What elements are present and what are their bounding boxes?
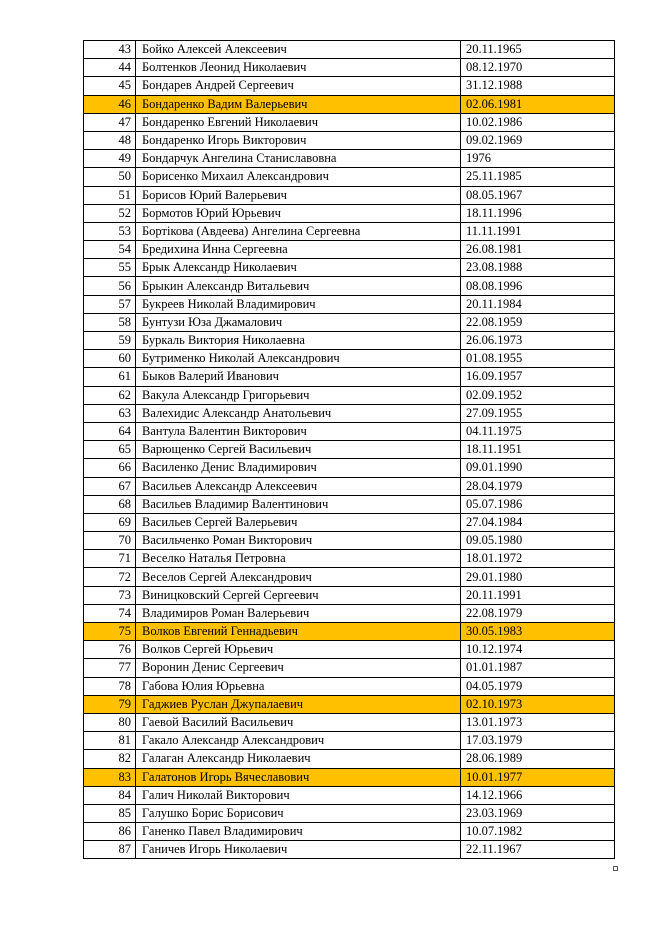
full-name-cell: Галушко Борис Борисович	[136, 804, 461, 822]
full-name-cell: Борисенко Михаил Александрович	[136, 168, 461, 186]
full-name-cell: Васильев Владимир Валентинович	[136, 495, 461, 513]
table-row	[84, 477, 615, 495]
birth-date-cell: 10.07.1982	[461, 823, 615, 841]
full-name-cell: Гаевой Василий Васильевич	[136, 713, 461, 731]
table-row	[84, 550, 615, 568]
full-name-cell: Брык Александр Николаевич	[136, 259, 461, 277]
full-name-cell: Бондарев Андрей Сергеевич	[136, 77, 461, 95]
full-name-cell: Борисов Юрий Валерьевич	[136, 186, 461, 204]
row-number-cell: 86	[84, 823, 136, 841]
full-name-cell: Виницковский Сергей Сергеевич	[136, 586, 461, 604]
row-number-cell: 51	[84, 186, 136, 204]
people-table	[83, 40, 615, 859]
table-row	[84, 823, 615, 841]
row-number-cell: 54	[84, 241, 136, 259]
row-number-cell: 58	[84, 313, 136, 331]
birth-date-cell: 10.02.1986	[461, 113, 615, 131]
table-row	[84, 604, 615, 622]
full-name-cell: Волков Евгений Геннадьевич	[136, 623, 461, 641]
table-row	[84, 168, 615, 186]
table-row	[84, 313, 615, 331]
birth-date-cell: 18.01.1972	[461, 550, 615, 568]
full-name-cell: Ганичев Игорь Николаевич	[136, 841, 461, 859]
table-row	[84, 241, 615, 259]
table-row	[84, 204, 615, 222]
row-number-cell: 64	[84, 422, 136, 440]
table-row	[84, 750, 615, 768]
table-row	[84, 441, 615, 459]
birth-date-cell: 22.08.1959	[461, 313, 615, 331]
full-name-cell: Веселко Наталья Петровна	[136, 550, 461, 568]
birth-date-cell: 26.06.1973	[461, 332, 615, 350]
row-number-cell: 73	[84, 586, 136, 604]
row-number-cell: 66	[84, 459, 136, 477]
birth-date-cell: 08.08.1996	[461, 277, 615, 295]
birth-date-cell: 02.10.1973	[461, 695, 615, 713]
birth-date-cell: 20.11.1965	[461, 41, 615, 59]
row-number-cell: 83	[84, 768, 136, 786]
birth-date-cell: 18.11.1951	[461, 441, 615, 459]
birth-date-cell: 09.02.1969	[461, 131, 615, 149]
table-row	[84, 77, 615, 95]
birth-date-cell: 20.11.1984	[461, 295, 615, 313]
row-number-cell: 46	[84, 95, 136, 113]
full-name-cell: Бутрименко Николай Александрович	[136, 350, 461, 368]
table-row	[84, 259, 615, 277]
table-row	[84, 59, 615, 77]
birth-date-cell: 22.11.1967	[461, 841, 615, 859]
row-number-cell: 55	[84, 259, 136, 277]
full-name-cell: Брыкин Александр Витальевич	[136, 277, 461, 295]
full-name-cell: Вакула Александр Григорьевич	[136, 386, 461, 404]
full-name-cell: Габова Юлия Юрьевна	[136, 677, 461, 695]
table-row	[84, 586, 615, 604]
row-number-cell: 72	[84, 568, 136, 586]
table-row	[84, 131, 615, 149]
row-number-cell: 84	[84, 786, 136, 804]
row-number-cell: 49	[84, 150, 136, 168]
table-row	[84, 532, 615, 550]
birth-date-cell: 13.01.1973	[461, 713, 615, 731]
full-name-cell: Вантула Валентин Викторович	[136, 422, 461, 440]
full-name-cell: Бунтузи Юза Джамалович	[136, 313, 461, 331]
table-row	[84, 459, 615, 477]
row-number-cell: 56	[84, 277, 136, 295]
row-number-cell: 57	[84, 295, 136, 313]
birth-date-cell: 23.08.1988	[461, 259, 615, 277]
row-number-cell: 75	[84, 623, 136, 641]
table-resize-handle[interactable]	[613, 866, 618, 871]
row-number-cell: 47	[84, 113, 136, 131]
row-number-cell: 59	[84, 332, 136, 350]
full-name-cell: Васильченко Роман Викторович	[136, 532, 461, 550]
table-row	[84, 295, 615, 313]
row-number-cell: 82	[84, 750, 136, 768]
birth-date-cell: 23.03.1969	[461, 804, 615, 822]
row-number-cell: 62	[84, 386, 136, 404]
people-table-body	[84, 41, 615, 859]
full-name-cell: Бондарчук Ангелина Станиславовна	[136, 150, 461, 168]
birth-date-cell: 17.03.1979	[461, 732, 615, 750]
birth-date-cell: 14.12.1966	[461, 786, 615, 804]
row-number-cell: 48	[84, 131, 136, 149]
table-row	[84, 332, 615, 350]
birth-date-cell: 22.08.1979	[461, 604, 615, 622]
birth-date-cell: 27.09.1955	[461, 404, 615, 422]
table-row	[84, 804, 615, 822]
birth-date-cell: 01.08.1955	[461, 350, 615, 368]
full-name-cell: Владимиров Роман Валерьевич	[136, 604, 461, 622]
table-row	[84, 41, 615, 59]
full-name-cell: Васильев Сергей Валерьевич	[136, 513, 461, 531]
birth-date-cell: 18.11.1996	[461, 204, 615, 222]
birth-date-cell: 11.11.1991	[461, 222, 615, 240]
birth-date-cell: 29.01.1980	[461, 568, 615, 586]
full-name-cell: Бортікова (Авдеева) Ангелина Сергеевна	[136, 222, 461, 240]
birth-date-cell: 25.11.1985	[461, 168, 615, 186]
birth-date-cell: 31.12.1988	[461, 77, 615, 95]
table-row	[84, 386, 615, 404]
row-number-cell: 76	[84, 641, 136, 659]
full-name-cell: Гаджиев Руслан Джупалаевич	[136, 695, 461, 713]
birth-date-cell: 04.05.1979	[461, 677, 615, 695]
birth-date-cell: 28.06.1989	[461, 750, 615, 768]
row-number-cell: 78	[84, 677, 136, 695]
birth-date-cell: 01.01.1987	[461, 659, 615, 677]
full-name-cell: Буркаль Виктория Николаевна	[136, 332, 461, 350]
full-name-cell: Бондаренко Игорь Викторович	[136, 131, 461, 149]
birth-date-cell: 27.04.1984	[461, 513, 615, 531]
table-row	[84, 841, 615, 859]
row-number-cell: 67	[84, 477, 136, 495]
row-number-cell: 45	[84, 77, 136, 95]
birth-date-cell: 05.07.1986	[461, 495, 615, 513]
table-row	[84, 277, 615, 295]
full-name-cell: Варющенко Сергей Васильевич	[136, 441, 461, 459]
table-row	[84, 786, 615, 804]
table-row	[84, 222, 615, 240]
birth-date-cell: 16.09.1957	[461, 368, 615, 386]
table-row	[84, 768, 615, 786]
full-name-cell: Галаган Александр Николаевич	[136, 750, 461, 768]
full-name-cell: Галич Николай Викторович	[136, 786, 461, 804]
birth-date-cell: 10.01.1977	[461, 768, 615, 786]
row-number-cell: 77	[84, 659, 136, 677]
row-number-cell: 43	[84, 41, 136, 59]
birth-date-cell: 30.05.1983	[461, 623, 615, 641]
row-number-cell: 60	[84, 350, 136, 368]
row-number-cell: 70	[84, 532, 136, 550]
table-row	[84, 513, 615, 531]
full-name-cell: Болтенков Леонид Николаевич	[136, 59, 461, 77]
birth-date-cell: 02.09.1952	[461, 386, 615, 404]
full-name-cell: Букреев Николай Владимирович	[136, 295, 461, 313]
birth-date-cell: 09.05.1980	[461, 532, 615, 550]
row-number-cell: 69	[84, 513, 136, 531]
birth-date-cell: 08.12.1970	[461, 59, 615, 77]
table-row	[84, 659, 615, 677]
full-name-cell: Васильев Александр Алексеевич	[136, 477, 461, 495]
table-row	[84, 677, 615, 695]
table-row	[84, 623, 615, 641]
row-number-cell: 71	[84, 550, 136, 568]
row-number-cell: 61	[84, 368, 136, 386]
full-name-cell: Бойко Алексей Алексеевич	[136, 41, 461, 59]
birth-date-cell: 02.06.1981	[461, 95, 615, 113]
birth-date-cell: 08.05.1967	[461, 186, 615, 204]
full-name-cell: Василенко Денис Владимирович	[136, 459, 461, 477]
row-number-cell: 50	[84, 168, 136, 186]
table-row	[84, 186, 615, 204]
row-number-cell: 81	[84, 732, 136, 750]
full-name-cell: Гакало Александр Александрович	[136, 732, 461, 750]
table-row	[84, 732, 615, 750]
full-name-cell: Бормотов Юрий Юрьевич	[136, 204, 461, 222]
table-row	[84, 495, 615, 513]
birth-date-cell: 09.01.1990	[461, 459, 615, 477]
table-row	[84, 350, 615, 368]
row-number-cell: 74	[84, 604, 136, 622]
full-name-cell: Воронин Денис Сергеевич	[136, 659, 461, 677]
table-row	[84, 695, 615, 713]
birth-date-cell: 20.11.1991	[461, 586, 615, 604]
row-number-cell: 85	[84, 804, 136, 822]
table-row	[84, 95, 615, 113]
full-name-cell: Валехидис Александр Анатольевич	[136, 404, 461, 422]
row-number-cell: 65	[84, 441, 136, 459]
table-row	[84, 150, 615, 168]
full-name-cell: Бондаренко Евгений Николаевич	[136, 113, 461, 131]
table-row	[84, 404, 615, 422]
row-number-cell: 63	[84, 404, 136, 422]
full-name-cell: Бондаренко Вадим Валерьевич	[136, 95, 461, 113]
birth-date-cell: 1976	[461, 150, 615, 168]
table-row	[84, 368, 615, 386]
row-number-cell: 52	[84, 204, 136, 222]
table-row	[84, 713, 615, 731]
row-number-cell: 80	[84, 713, 136, 731]
birth-date-cell: 10.12.1974	[461, 641, 615, 659]
full-name-cell: Ганенко Павел Владимирович	[136, 823, 461, 841]
birth-date-cell: 04.11.1975	[461, 422, 615, 440]
full-name-cell: Веселов Сергей Александрович	[136, 568, 461, 586]
full-name-cell: Волков Сергей Юрьевич	[136, 641, 461, 659]
full-name-cell: Бредихина Инна Сергеевна	[136, 241, 461, 259]
birth-date-cell: 28.04.1979	[461, 477, 615, 495]
row-number-cell: 68	[84, 495, 136, 513]
table-row	[84, 568, 615, 586]
row-number-cell: 79	[84, 695, 136, 713]
full-name-cell: Галатонов Игорь Вячеславович	[136, 768, 461, 786]
row-number-cell: 44	[84, 59, 136, 77]
birth-date-cell: 26.08.1981	[461, 241, 615, 259]
table-row	[84, 641, 615, 659]
full-name-cell: Быков Валерий Иванович	[136, 368, 461, 386]
row-number-cell: 53	[84, 222, 136, 240]
row-number-cell: 87	[84, 841, 136, 859]
table-row	[84, 113, 615, 131]
table-row	[84, 422, 615, 440]
